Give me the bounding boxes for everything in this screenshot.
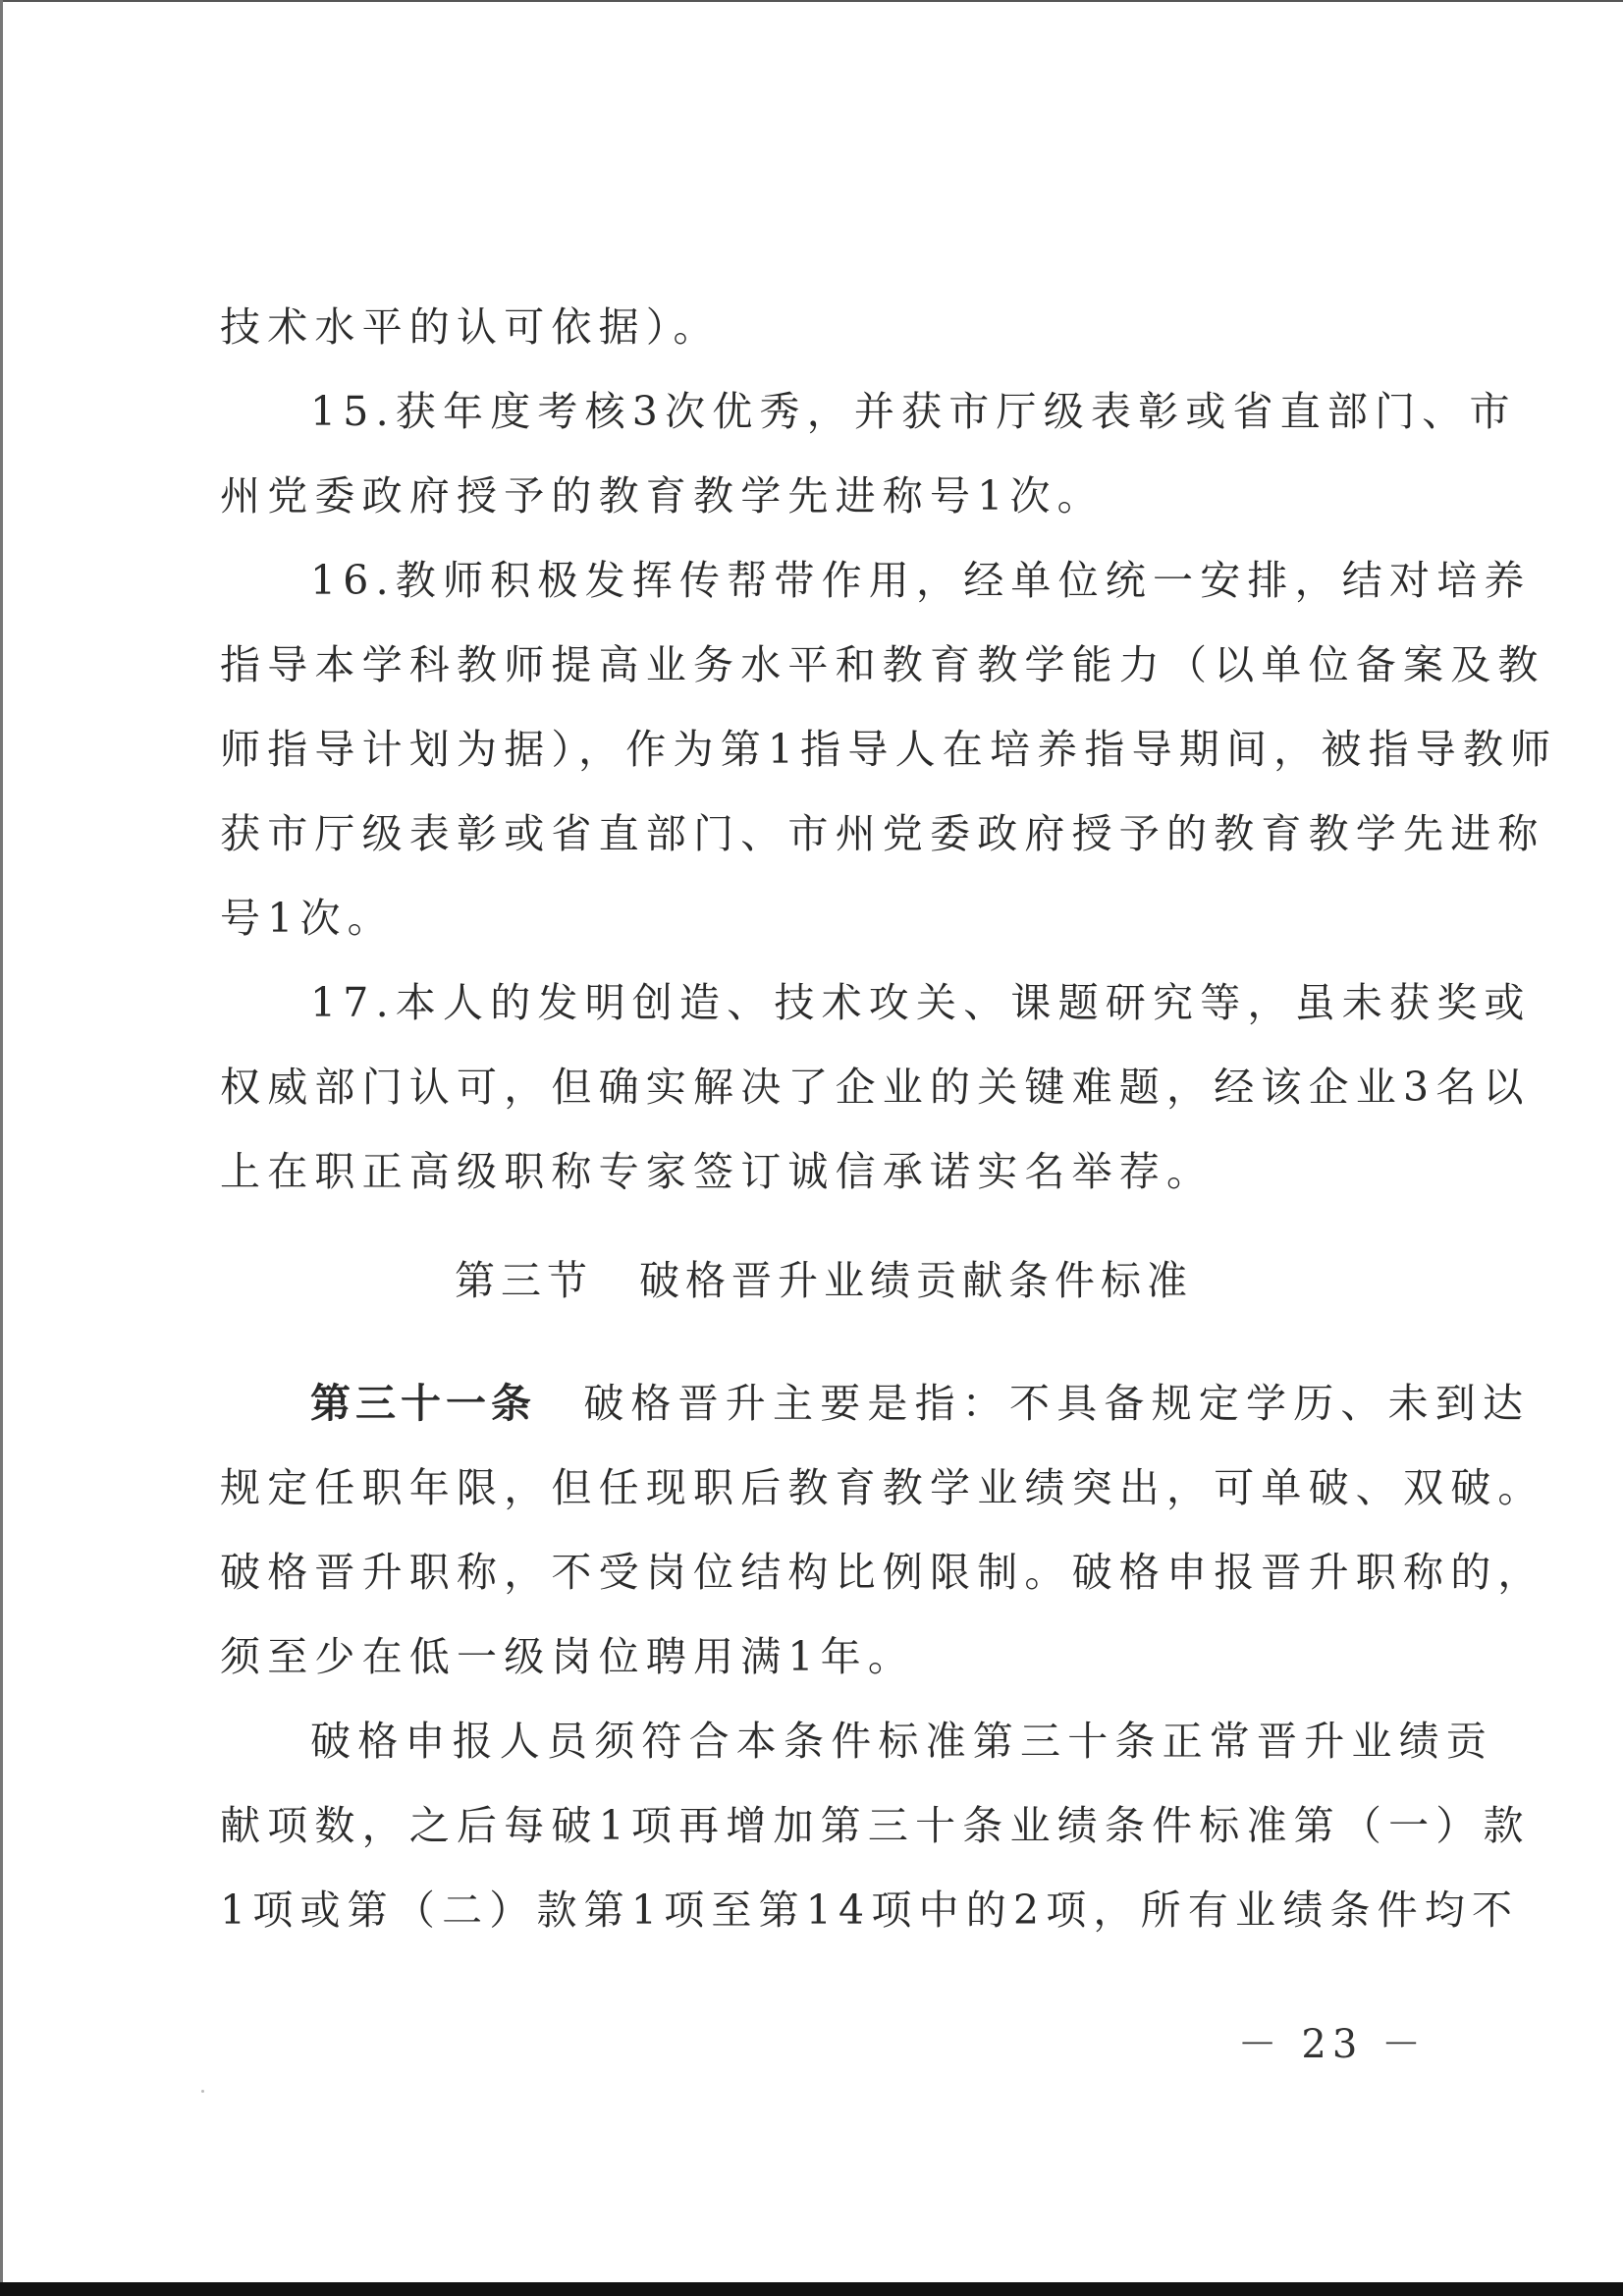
text-line: 献项数，之后每破1项再增加第三十条业绩条件标准第（一）款 [220,1802,1531,1849]
text-line: 16.教师积极发挥传帮带作用，经单位统一安排，结对培养 [310,557,1532,604]
article-text: 破格晋升主要是指：不具备规定学历、未到达 [536,1380,1531,1427]
document-body [220,285,1558,1952]
text-line: 州党委政府授予的教育教学先进称号1次。 [220,472,1105,519]
text-line: 破格申报人员须符合本条件标准第三十条正常晋升业绩贡 [310,1718,1493,1765]
page-number: － 23 － [1237,2022,1427,2067]
text-line: 权威部门认可，但确实解决了企业的关键难题，经该企业3名以 [220,1064,1531,1111]
text-line: 指导本学科教师提高业务水平和教育教学能力（以单位备案及教 [220,641,1545,688]
text-line: 17.本人的发明创造、技术攻关、课题研究等，虽未获奖或 [310,979,1532,1026]
text-line: 号1次。 [220,895,395,942]
text-line: 技术水平的认可依据）。 [220,303,721,351]
scan-speck [201,2090,204,2093]
scan-edge-bottom [0,2282,1623,2296]
text-line: 1项或第（二）款第1项至第14项中的2项，所有业绩条件均不 [220,1886,1520,1934]
heading-spacer [220,1347,1428,1361]
text-line: 师指导计划为据），作为第1指导人在培养指导期间，被指导教师 [220,726,1558,773]
text-line: 破格晋升职称，不受岗位结构比例限制。破格申报晋升职称的， [220,1549,1545,1596]
scan-edge-left [0,0,3,2296]
article-first-line [220,1361,1531,1446]
scan-edge-top [0,0,1623,2]
text-line: 须至少在低一级岗位聘用满1年。 [220,1633,916,1680]
text-line: 15.获年度考核3次优秀，并获市厅级表彰或省直部门、市 [310,388,1517,435]
text-line: 规定任职年限，但任现职后教育教学业绩突出，可单破、双破。 [220,1464,1545,1511]
section-heading: 第三节 破格晋升业绩贡献条件标准 [455,1257,1193,1304]
text-line: 获市厅级表彰或省直部门、市州党委政府授予的教育教学先进称 [220,810,1545,857]
text-line: 上在职正高级职称专家签订诚信承诺实名举荐。 [220,1148,1215,1195]
article-label: 第三十一条 [310,1380,536,1427]
